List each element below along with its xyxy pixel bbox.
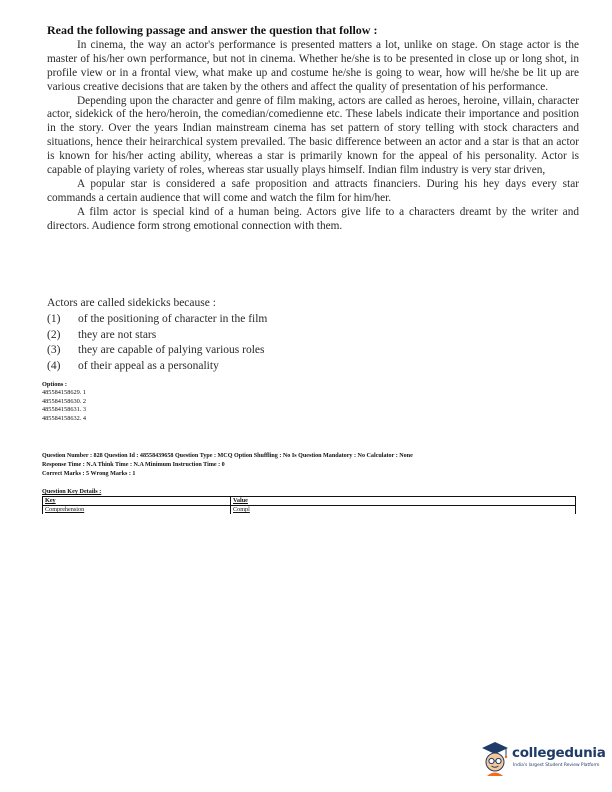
option-4 — [47, 359, 487, 374]
option-number: (4) — [47, 359, 61, 372]
key-details-title: Question Key Details : — [42, 488, 102, 495]
question-key-details — [42, 488, 578, 515]
question-info-section — [42, 452, 582, 480]
option-id-4: 485584158632. 4 — [42, 414, 87, 422]
option-3 — [47, 343, 487, 358]
option-text: of their appeal as a personality — [78, 359, 219, 372]
option-number: (2) — [47, 328, 61, 341]
passage-paragraph-2: Depending upon the character and genre of film making, actors are called as heroes, heroine, villain, character actor, sidekick of the hero/heroin, the comedian/comedienne etc. These labels indicate their importance and position in the story. Over the years Indian mainstream cinema has set pattern of story telling with stock characters and situations, hence their heirarchical system prevailed. The basic difference between an actor and a star is that an actor is known for his/her acting ability, whereas a star is primarily known for the appeal of his personality. Actor is capable of playing variety of roles, whereas star usually plays himself. Indian film industry is very star driven, — [47, 94, 579, 177]
question-info-line-1: Question Number : 828 Question Id : 48558439658 Question Type : MCQ Option Shuffling : No Is Question Mandatory : No Calculator : None — [42, 453, 413, 459]
option-number: (3) — [47, 344, 61, 357]
question-info-line-2: Response Time : N.A Think Time : N.A Minimum Instruction Time : 0 — [42, 462, 225, 469]
option-2 — [47, 328, 487, 343]
question-section — [47, 296, 487, 374]
passage-heading: Read the following passage and answer the question that follow : — [47, 23, 378, 37]
value-header: Value — [231, 497, 576, 506]
passage-paragraph-1: In cinema, the way an actor's performance is presented matters a lot, unlike on stage. On stage actor is the master of his/her own performance, but not in cinema. Whether he/she is to be presented in close up or long shot, in profile view or in a frontal view, what make up and costume he/she is going to wear, how will he/she be lit up are various creative decisions that are taken by the others and affect the quality of presentation of his performance. — [47, 38, 579, 93]
collegedunia-logo — [478, 738, 604, 778]
logo-tagline: India's largest Student Review Platform — [513, 763, 600, 768]
key-table-header — [43, 497, 576, 506]
logo-wordmark: collegedunia — [512, 745, 606, 761]
option-1 — [47, 312, 487, 327]
passage-paragraph-4: A film actor is special kind of a human being. Actors give life to a characters dreamt by the writer and directors. Audience form strong emotional connection with them. — [47, 205, 579, 232]
passage-section — [47, 24, 579, 234]
option-id-1: 485584158629. 1 — [42, 389, 87, 397]
option-text: they are capable of palying various roles — [78, 344, 265, 357]
option-number: (1) — [47, 313, 61, 326]
student-mascot-icon — [478, 738, 512, 778]
option-ids-section — [42, 381, 86, 423]
key-cell: Comprehension — [43, 506, 231, 515]
option-ids-label: Options : — [42, 381, 68, 388]
option-text: they are not stars — [78, 328, 157, 341]
table-row — [43, 506, 576, 515]
passage-paragraph-3: A popular star is considered a safe proposition and attracts financiers. During his hey days every star commands a certain audience that will come and watch the film for him/her. — [47, 177, 579, 204]
option-id-3: 485584158631. 3 — [42, 406, 87, 414]
key-table — [42, 496, 576, 515]
question-stem: Actors are called sidekicks because : — [47, 297, 216, 309]
question-info-line-3: Correct Marks : 5 Wrong Marks : 1 — [42, 471, 136, 478]
value-cell: Compl — [231, 506, 576, 515]
key-header: Key — [43, 497, 231, 506]
option-text: of the positioning of character in the film — [78, 313, 268, 326]
option-id-2: 485584158630. 2 — [42, 397, 87, 405]
